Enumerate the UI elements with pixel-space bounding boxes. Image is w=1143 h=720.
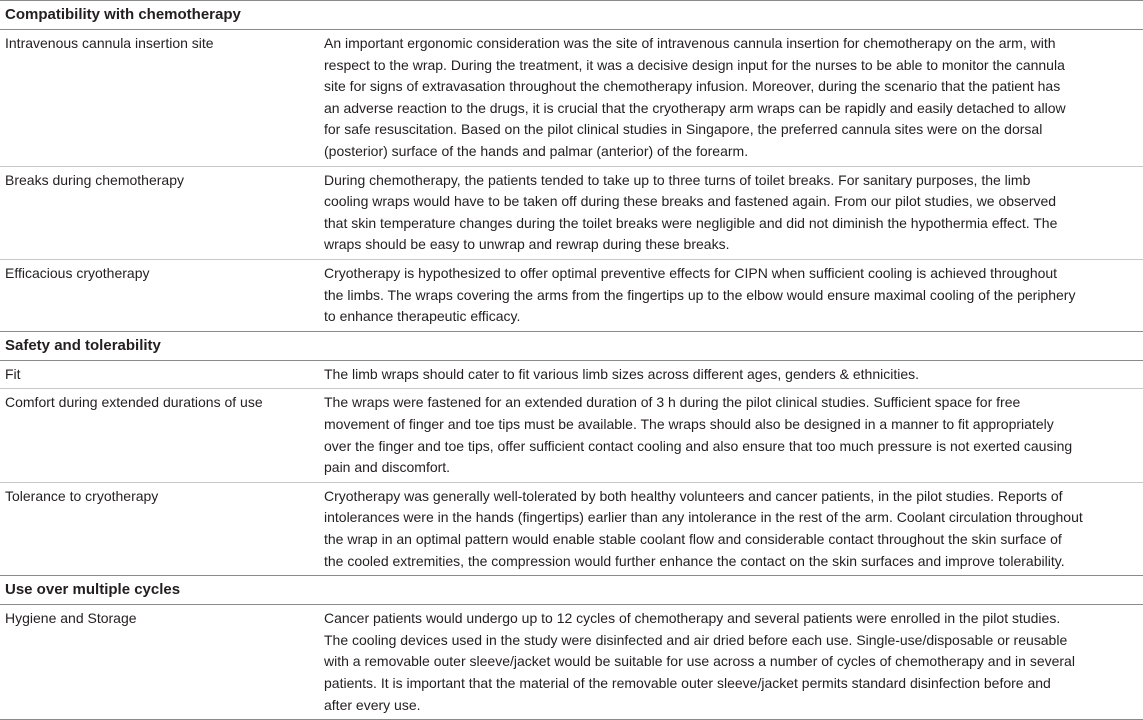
description-line: patients. It is important that the material of the removable outer sleeve/jacket permits standard disinfection before and bbox=[324, 674, 1051, 691]
table-row bbox=[0, 260, 1143, 331]
description-line: that skin temperature changes during the toilet breaks were negligible and did not diminish the hypothermia effect. The bbox=[324, 214, 1058, 231]
row-label: Intravenous cannula insertion site bbox=[5, 35, 214, 51]
row-description bbox=[324, 263, 1140, 328]
description-line: respect to the wrap. During the treatment, it was a decisive design input for the nurses to be able to monitor the cannula bbox=[324, 56, 1065, 73]
row-description bbox=[324, 364, 1140, 386]
row-label: Breaks during chemotherapy bbox=[5, 171, 184, 188]
description-line: wraps should be easy to unwrap and rewrap during these breaks. bbox=[324, 236, 730, 253]
description-line: The limb wraps should cater to fit various limb sizes across different ages, genders & ethnicities. bbox=[324, 365, 920, 382]
description-line: an adverse reaction to the drugs, it is crucial that the cryotherapy arm wraps can be rapidly and easily detached to allow bbox=[324, 99, 1066, 116]
description-line: cooling wraps would have to be taken off during these breaks and fastened again. From our pilot studies, we observed bbox=[324, 193, 1057, 210]
description-line: after every use. bbox=[324, 696, 421, 713]
description-line: An important ergonomic consideration was the site of intravenous cannula insertion for chemotherapy on the arm, with bbox=[324, 35, 1056, 51]
description-line: Cryotherapy was generally well-tolerated by both healthy volunteers and cancer patients, in the pilot studies. Reports of bbox=[324, 487, 1063, 504]
table-row bbox=[0, 483, 1143, 575]
table-row bbox=[0, 361, 1143, 389]
description-line: movement of finger and toe tips must be available. The wraps should also be designed in a manner to fit appropriately bbox=[324, 415, 1054, 432]
row-description bbox=[324, 33, 1140, 163]
description-line: for safe resuscitation. Based on the pilot clinical studies in Singapore, the preferred cannula sites were on the dorsal bbox=[324, 121, 1043, 138]
row-description bbox=[324, 486, 1140, 572]
section-header: Use over multiple cycles bbox=[5, 581, 181, 599]
description-line: the limbs. The wraps covering the arms from the fingertips up to the elbow would ensure maximal cooling of the periphery bbox=[324, 286, 1076, 303]
row-label: Efficacious cryotherapy bbox=[5, 264, 150, 281]
description-line: During chemotherapy, the patients tended to take up to three turns of toilet breaks. For sanitary purposes, the limb bbox=[324, 171, 1031, 188]
table-row bbox=[0, 167, 1143, 259]
table-row bbox=[0, 605, 1143, 719]
description-line: The wraps were fastened for an extended duration of 3 h during the pilot clinical studies. Sufficient space for free bbox=[324, 394, 1021, 411]
description-line: the wrap in an optimal pattern would enable stable coolant flow and considerable contact throughout the skin surface of bbox=[324, 530, 1062, 547]
table-row bbox=[0, 389, 1143, 481]
description-line: the cooled extremities, the compression would further enhance the contact on the skin surfaces and improve tolerability. bbox=[324, 552, 1065, 569]
section-header: Safety and tolerability bbox=[5, 336, 161, 354]
section-header: Compatibility with chemotherapy bbox=[5, 6, 241, 23]
description-line: with a removable outer sleeve/jacket would be suitable for use across a number of cycles of chemotherapy and in several bbox=[324, 653, 1075, 670]
row-label: Comfort during extended durations of use bbox=[5, 394, 263, 411]
row-label: Tolerance to cryotherapy bbox=[5, 487, 159, 504]
description-line: intolerances were in the hands (fingertips) earlier than any intolerance in the rest of the arm. Coolant circulation throughout bbox=[324, 509, 1083, 526]
description-line: The cooling devices used in the study were disinfected and air dried before each use. Single-use/disposable or reusable bbox=[324, 631, 1068, 648]
row-label: Fit bbox=[5, 365, 21, 382]
description-line: (posterior) surface of the hands and palmar (anterior) of the forearm. bbox=[324, 142, 749, 159]
row-description bbox=[324, 392, 1140, 478]
row-description bbox=[324, 608, 1140, 716]
description-line: over the finger and toe tips, offer sufficient contact cooling and also ensure that too much pressure is not exerted causing bbox=[324, 437, 1073, 454]
row-description bbox=[324, 170, 1140, 256]
description-line: Cancer patients would undergo up to 12 cycles of chemotherapy and several patients were enrolled in the pilot studies. bbox=[324, 610, 1061, 627]
row-label: Hygiene and Storage bbox=[5, 610, 137, 627]
table-row bbox=[0, 30, 1143, 166]
description-line: site for signs of extravasation throughout the chemotherapy infusion. Moreover, during the scenario that the patient has bbox=[324, 78, 1061, 95]
description-line: Cryotherapy is hypothesized to offer optimal preventive effects for CIPN when sufficient cooling is achieved throughout bbox=[324, 264, 1058, 281]
description-line: pain and discomfort. bbox=[324, 459, 451, 476]
description-line: to enhance therapeutic efficacy. bbox=[324, 308, 521, 325]
